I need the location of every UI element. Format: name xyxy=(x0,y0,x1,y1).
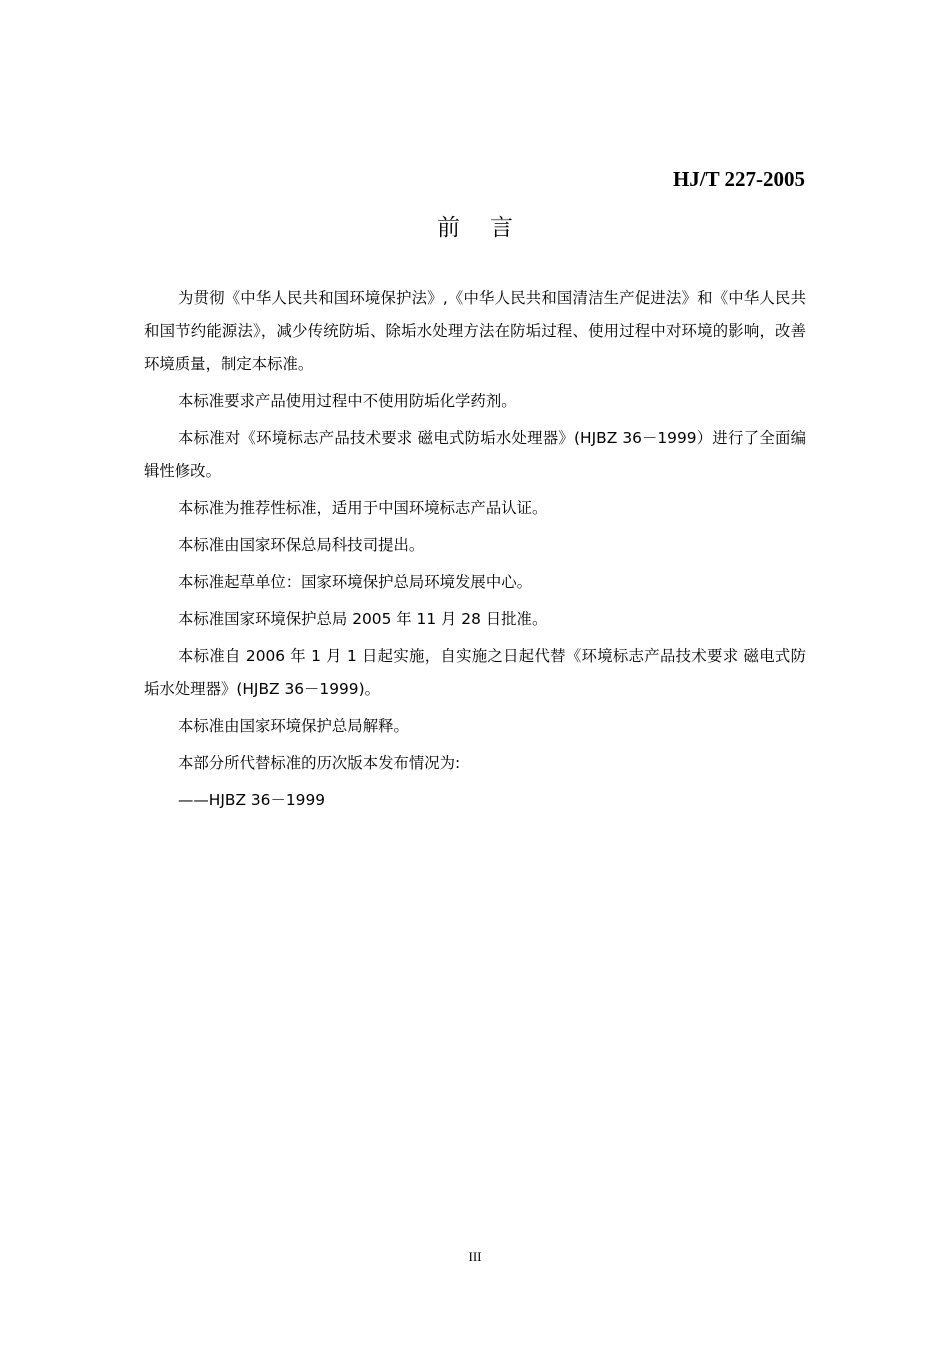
paragraph-revision: 本标准对《环境标志产品技术要求 磁电式防垢水处理器》(HJBZ 36－1999）进行了全面编辑性修改。 xyxy=(144,429,806,480)
paragraph-nature: 本标准为推荐性标准，适用于中国环境标志产品认证。 xyxy=(178,499,548,517)
foreword-body xyxy=(144,282,806,817)
paragraph-purpose: 为贯彻《中华人民共和国环境保护法》,《中华人民共和国清洁生产促进法》和《中华人民共和国节约能源法》，减少传统防垢、除垢水处理方法在防垢过程、使用过程中对环境的影响，改善环境质量，制定本标准。 xyxy=(144,289,806,373)
paragraph-implementation: 本标准自 2006 年 1 月 1 日起实施，自实施之日起代替《环境标志产品技术要求 磁电式防垢水处理器》(HJBZ 36－1999)。 xyxy=(144,647,806,698)
page-number: III xyxy=(468,1249,482,1264)
paragraph-approval: 本标准国家环境保护总局 2005 年 11 月 28 日批准。 xyxy=(178,610,548,628)
paragraph-history-intro: 本部分所代替标准的历次版本发布情况为: xyxy=(178,754,461,772)
page-title: 前言 xyxy=(437,215,543,241)
standard-code: HJ/T 227-2005 xyxy=(672,167,805,191)
paragraph-history-item: ——HJBZ 36－1999 xyxy=(178,791,326,809)
paragraph-interpretation: 本标准由国家环境保护总局解释。 xyxy=(178,717,409,735)
paragraph-proposer: 本标准由国家环保总局科技司提出。 xyxy=(178,536,425,554)
paragraph-requirement: 本标准要求产品使用过程中不使用防垢化学药剂。 xyxy=(178,392,517,410)
paragraph-drafter: 本标准起草单位：国家环境保护总局环境发展中心。 xyxy=(178,573,532,591)
